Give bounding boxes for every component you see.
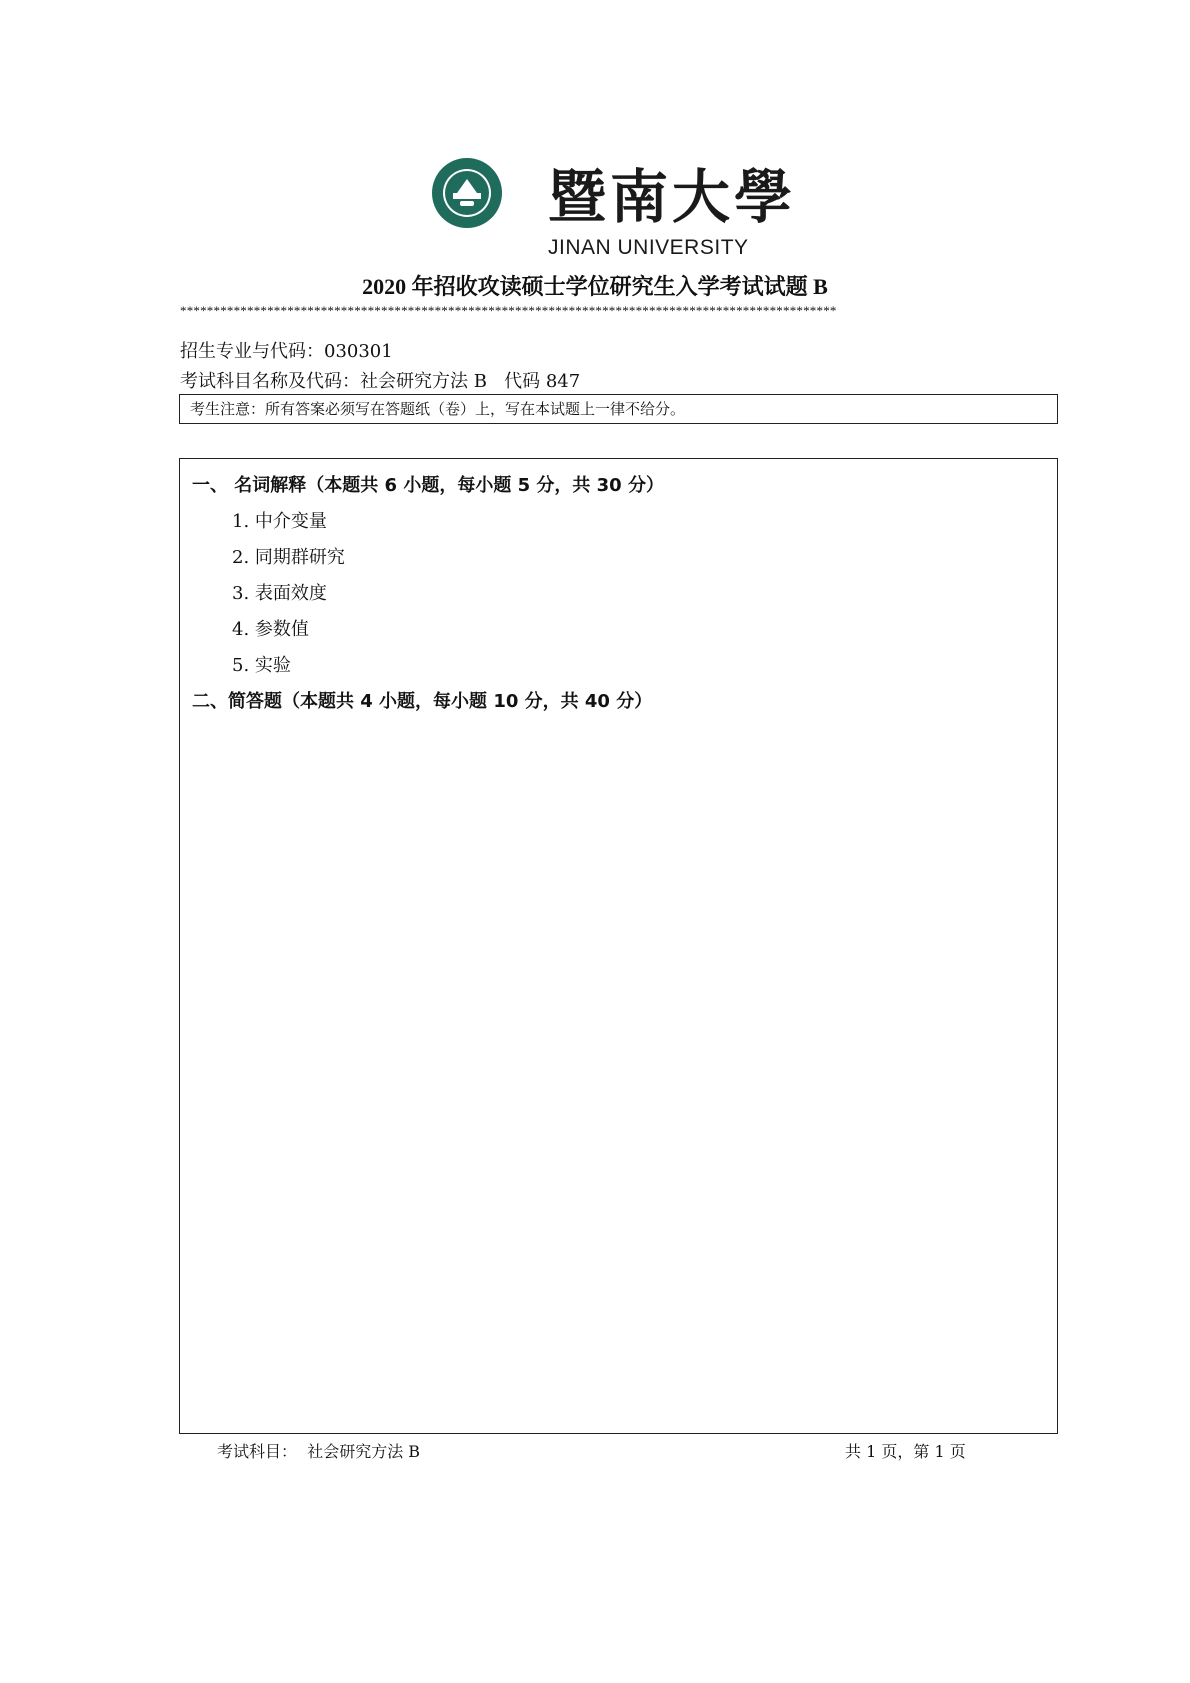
- notice-box: 考生注意：所有答案必须写在答题纸（卷）上，写在本试题上一律不给分。: [179, 394, 1058, 424]
- section-heading: 二、简答题（本题共 4 小题，每小题 10 分，共 40 分）: [192, 691, 653, 712]
- major-code: 030301: [324, 341, 393, 362]
- list-item: 1. 中介变量: [232, 511, 327, 532]
- star-separator: **************************************************************************************************: [180, 304, 837, 318]
- university-name-cn: 暨南大學: [548, 163, 797, 231]
- footer-subject-name: 社会研究方法 B: [307, 1442, 421, 1461]
- list-item: 2. 同期群研究: [232, 547, 345, 568]
- subject-code: 847: [545, 371, 581, 392]
- major-label: 招生专业与代码：: [180, 341, 324, 362]
- list-item: 4. 参数值: [232, 619, 309, 640]
- footer-subject-label: 考试科目：: [217, 1442, 298, 1461]
- university-seal-logo: [431, 157, 503, 229]
- section-heading: 一、 名词解释（本题共 6 小题，每小题 5 分，共 30 分）: [192, 475, 664, 496]
- university-name-en: JINAN UNIVERSITY: [548, 236, 749, 259]
- footer-subject: [217, 1439, 420, 1462]
- exam-title: 2020 年招收攻读硕士学位研究生入学考试试题 B: [362, 274, 828, 299]
- list-item: 3. 表面效度: [232, 583, 327, 604]
- subject-name: 社会研究方法 B: [360, 371, 487, 392]
- major-line: [180, 337, 393, 363]
- question-box: [179, 458, 1058, 1434]
- list-item: 5. 实验: [232, 655, 291, 676]
- footer-page-info: 共 1 页，第 1 页: [845, 1442, 966, 1461]
- subject-line: [180, 367, 580, 393]
- subject-code-label: 代码: [504, 371, 541, 392]
- subject-label: 考试科目名称及代码：: [180, 371, 360, 392]
